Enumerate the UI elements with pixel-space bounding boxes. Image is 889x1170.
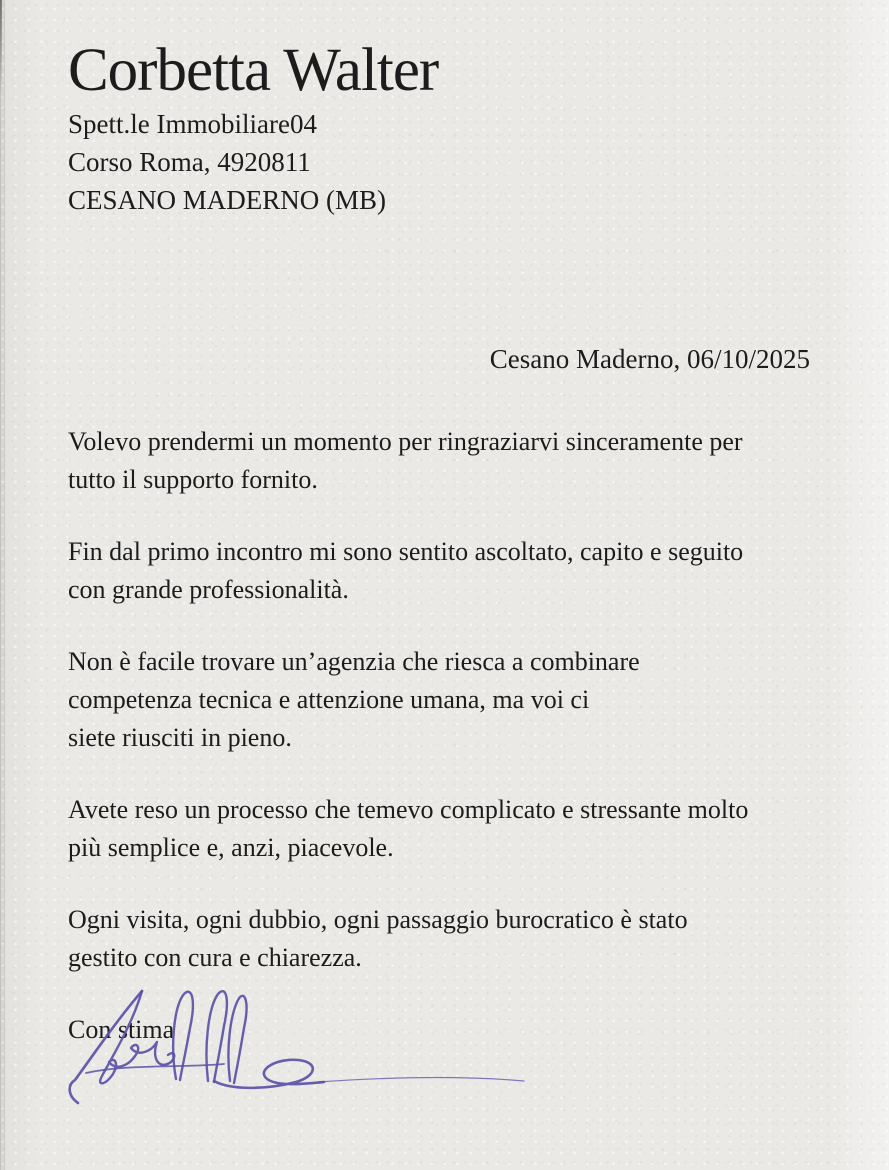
paragraph-line: competenza tecnica e attenzione umana, ma voi ci — [68, 685, 590, 714]
paragraph — [68, 901, 810, 977]
paragraph-line: Fin dal primo incontro mi sono sentito ascoltato, capito e seguito — [68, 537, 744, 566]
paragraph-line: con grande professionalità. — [68, 575, 349, 604]
date-line: Cesano Maderno, 06/10/2025 — [489, 344, 810, 374]
recipient-block — [68, 105, 809, 219]
page-left-edge-dark-corner — [0, 0, 2, 95]
paragraph-line: gestito con cura e chiarezza. — [68, 943, 362, 972]
closing-salutation: Con stima — [68, 1015, 175, 1044]
recipient-line: Corso Roma, 4920811 — [68, 147, 311, 177]
paragraph-line: siete riusciti in pieno. — [68, 723, 292, 752]
paragraph-line: Avete reso un processo che temevo complicato e stressante molto — [68, 795, 749, 824]
recipient-line: Spett.le Immobiliare04 — [68, 109, 317, 139]
page-left-edge-shadow — [0, 0, 6, 1170]
letter-header — [68, 0, 809, 219]
paragraph — [68, 533, 810, 609]
paragraph-line: Ogni visita, ogni dubbio, ogni passaggio burocratico è stato — [68, 905, 688, 934]
letter-body — [68, 423, 810, 1083]
sender-name: Corbetta Walter — [68, 37, 439, 104]
paragraph — [68, 643, 810, 757]
paragraph — [68, 791, 810, 867]
paragraph-line: più semplice e, anzi, piacevole. — [68, 833, 394, 862]
recipient-line: CESANO MADERNO (MB) — [68, 185, 387, 215]
paragraph-line: tutto il supporto fornito. — [68, 465, 318, 494]
paragraph — [68, 423, 810, 499]
paragraph-line: Volevo prendermi un momento per ringraziarvi sinceramente per — [68, 427, 743, 456]
paragraph-line: Non è facile trovare un’agenzia che riesca a combinare — [68, 647, 640, 676]
